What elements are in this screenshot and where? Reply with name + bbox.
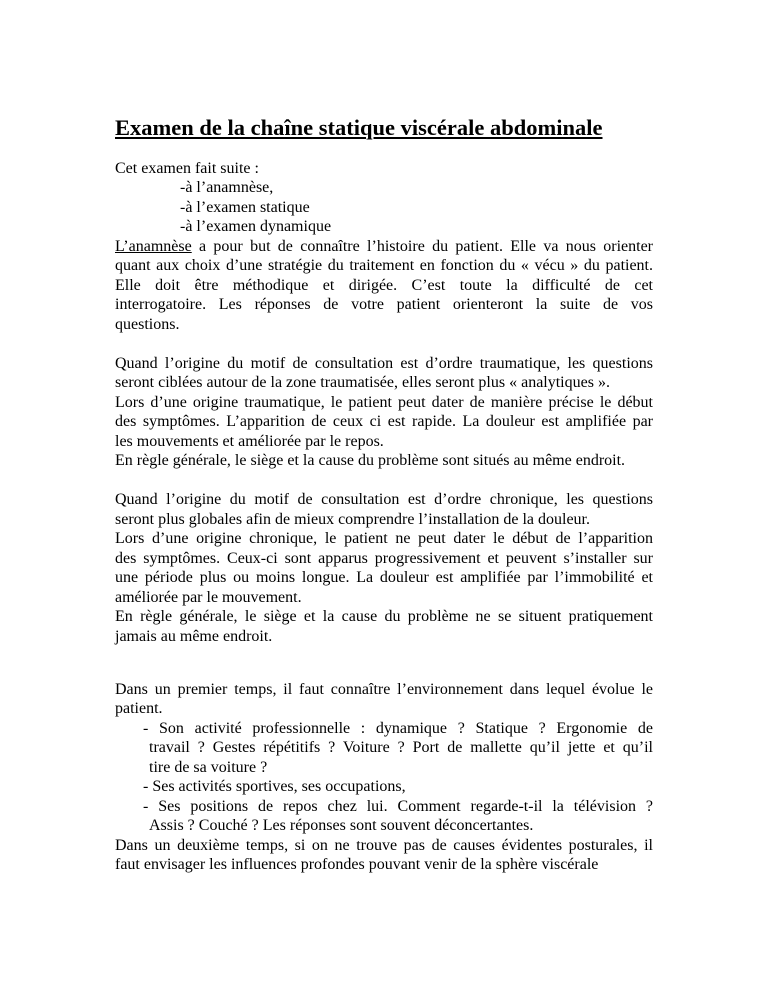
- paragraph-text: a pour but de connaître l’histoire du patient. Elle va nous orienter: [191, 238, 654, 255]
- intro-item: -à l’examen statique: [180, 199, 310, 216]
- paragraph-line: Quand l’origine du motif de consultation est d’ordre traumatique, les questions: [115, 355, 653, 372]
- paragraph-line: une période plus ou moins longue. La douleur est amplifiée par l’immobilité et: [115, 569, 653, 586]
- paragraph-line: interrogatoire. Les réponses de votre patient orienteront la suite de vos: [115, 296, 653, 313]
- paragraph-line: questions.: [115, 316, 180, 333]
- paragraph-line: En règle générale, le siège et la cause du problème sont situés au même endroit.: [115, 452, 626, 469]
- list-item: - Ses positions de repos chez lui. Comment regarde-t-il la télévision ?: [143, 798, 653, 815]
- paragraph-line: jamais au même endroit.: [115, 628, 273, 645]
- paragraph-line: les mouvements et améliorée par le repos.: [115, 433, 384, 450]
- paragraph-line: Lors d’une origine chronique, le patient ne peut dater le début de l’apparition: [115, 530, 653, 547]
- intro-item: -à l’examen dynamique: [180, 218, 332, 235]
- intro-lead: Cet examen fait suite :: [115, 160, 259, 177]
- paragraph-line: améliorée par le mouvement.: [115, 589, 302, 606]
- paragraph-line: [115, 237, 653, 256]
- paragraph-line: faut envisager les influences profondes pouvant venir de la sphère viscérale: [115, 856, 599, 873]
- paragraph-line: seront ciblées autour de la zone traumatisée, elles seront plus « analytiques ».: [115, 374, 610, 391]
- anamnese-term: L’anamnèse: [115, 238, 192, 255]
- paragraph-line: patient.: [115, 700, 163, 717]
- list-item: - Son activité professionnelle : dynamique ? Statique ? Ergonomie de: [143, 720, 653, 737]
- document-title: Examen de la chaîne statique viscérale abdominale: [115, 115, 603, 140]
- list-item-continuation: Assis ? Couché ? Les réponses sont souvent déconcertantes.: [149, 817, 534, 834]
- list-item: - Ses activités sportives, ses occupations,: [143, 778, 406, 795]
- list-item-continuation: travail ? Gestes répétitifs ? Voiture ? Port de mallette qu’il jette et qu’il: [149, 739, 653, 756]
- paragraph-line: seront plus globales afin de mieux comprendre l’installation de la douleur.: [115, 511, 590, 528]
- paragraph-line: quant aux choix d’une stratégie du traitement en fonction du « vécu » du patient.: [115, 257, 653, 274]
- paragraph-line: Dans un premier temps, il faut connaître l’environnement dans lequel évolue le: [115, 681, 653, 698]
- paragraph-line: En règle générale, le siège et la cause du problème ne se situent pratiquement: [115, 608, 653, 625]
- paragraph-line: Elle doit être méthodique et dirigée. C’est toute la difficulté de cet: [115, 277, 653, 294]
- paragraph-line: Dans un deuxième temps, si on ne trouve pas de causes évidentes posturales, il: [115, 837, 653, 854]
- list-item-continuation: tire de sa voiture ?: [149, 759, 268, 776]
- paragraph-line: des symptômes. Ceux-ci sont apparus progressivement et peuvent s’installer sur: [115, 550, 653, 567]
- paragraph-line: des symptômes. L’apparition de ceux ci est rapide. La douleur est amplifiée par: [115, 413, 653, 430]
- paragraph-line: Lors d’une origine traumatique, le patient peut dater de manière précise le début: [115, 394, 653, 411]
- intro-item: -à l’anamnèse,: [180, 179, 274, 196]
- paragraph-line: Quand l’origine du motif de consultation est d’ordre chronique, les questions: [115, 491, 653, 508]
